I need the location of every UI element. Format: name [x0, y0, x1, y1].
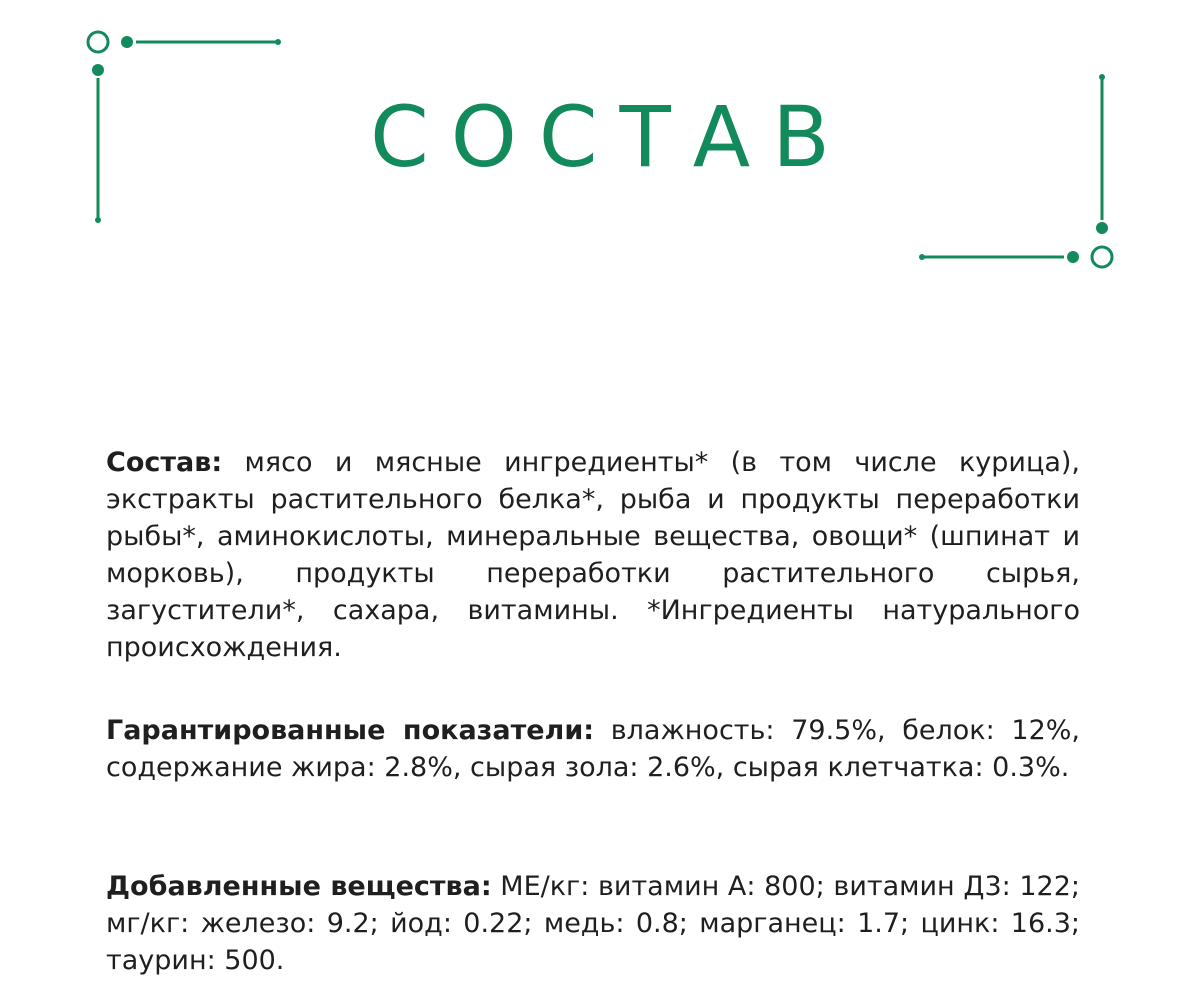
dot-icon	[1096, 222, 1108, 234]
dot-icon	[92, 64, 104, 76]
ring-icon	[1092, 247, 1112, 267]
dot-icon	[275, 39, 281, 45]
dot-icon	[95, 217, 101, 223]
guaranteed-paragraph	[106, 712, 1080, 786]
additives-text: МЕ/кг: витамин А: 800; витамин Д3: 122; мг/кг: железо: 9.2; йод: 0.22; медь: 0.8; марганец: 1.7; цинк: 16.3; таурин: 500.	[106, 871, 1080, 976]
additives-paragraph	[106, 868, 1080, 979]
dot-icon	[1067, 251, 1079, 263]
ring-icon	[88, 32, 108, 52]
additives-label: Добавленные вещества:	[106, 871, 492, 902]
guaranteed-text: влажность: 79.5%, белок: 12%, содержание жира: 2.8%, сырая зола: 2.6%, сырая клетчатка: 0.3%.	[106, 715, 1080, 783]
page-title: СОСТАВ	[370, 88, 852, 186]
composition-paragraph	[106, 444, 1080, 666]
composition-label: Состав:	[106, 447, 223, 478]
composition-text: мясо и мясные ингредиенты* (в том числе курица), экстракты растительного белка*, рыба и продукты переработки рыбы*, аминокислоты, минеральные вещества, овощи* (шпинат и морковь), продукты переработки растительного сырья, загустители*, сахара, витамины. *Ингредиенты натурального происхождения.	[106, 447, 1080, 663]
guaranteed-label: Гарантированные показатели:	[106, 715, 595, 746]
dot-icon	[121, 36, 133, 48]
